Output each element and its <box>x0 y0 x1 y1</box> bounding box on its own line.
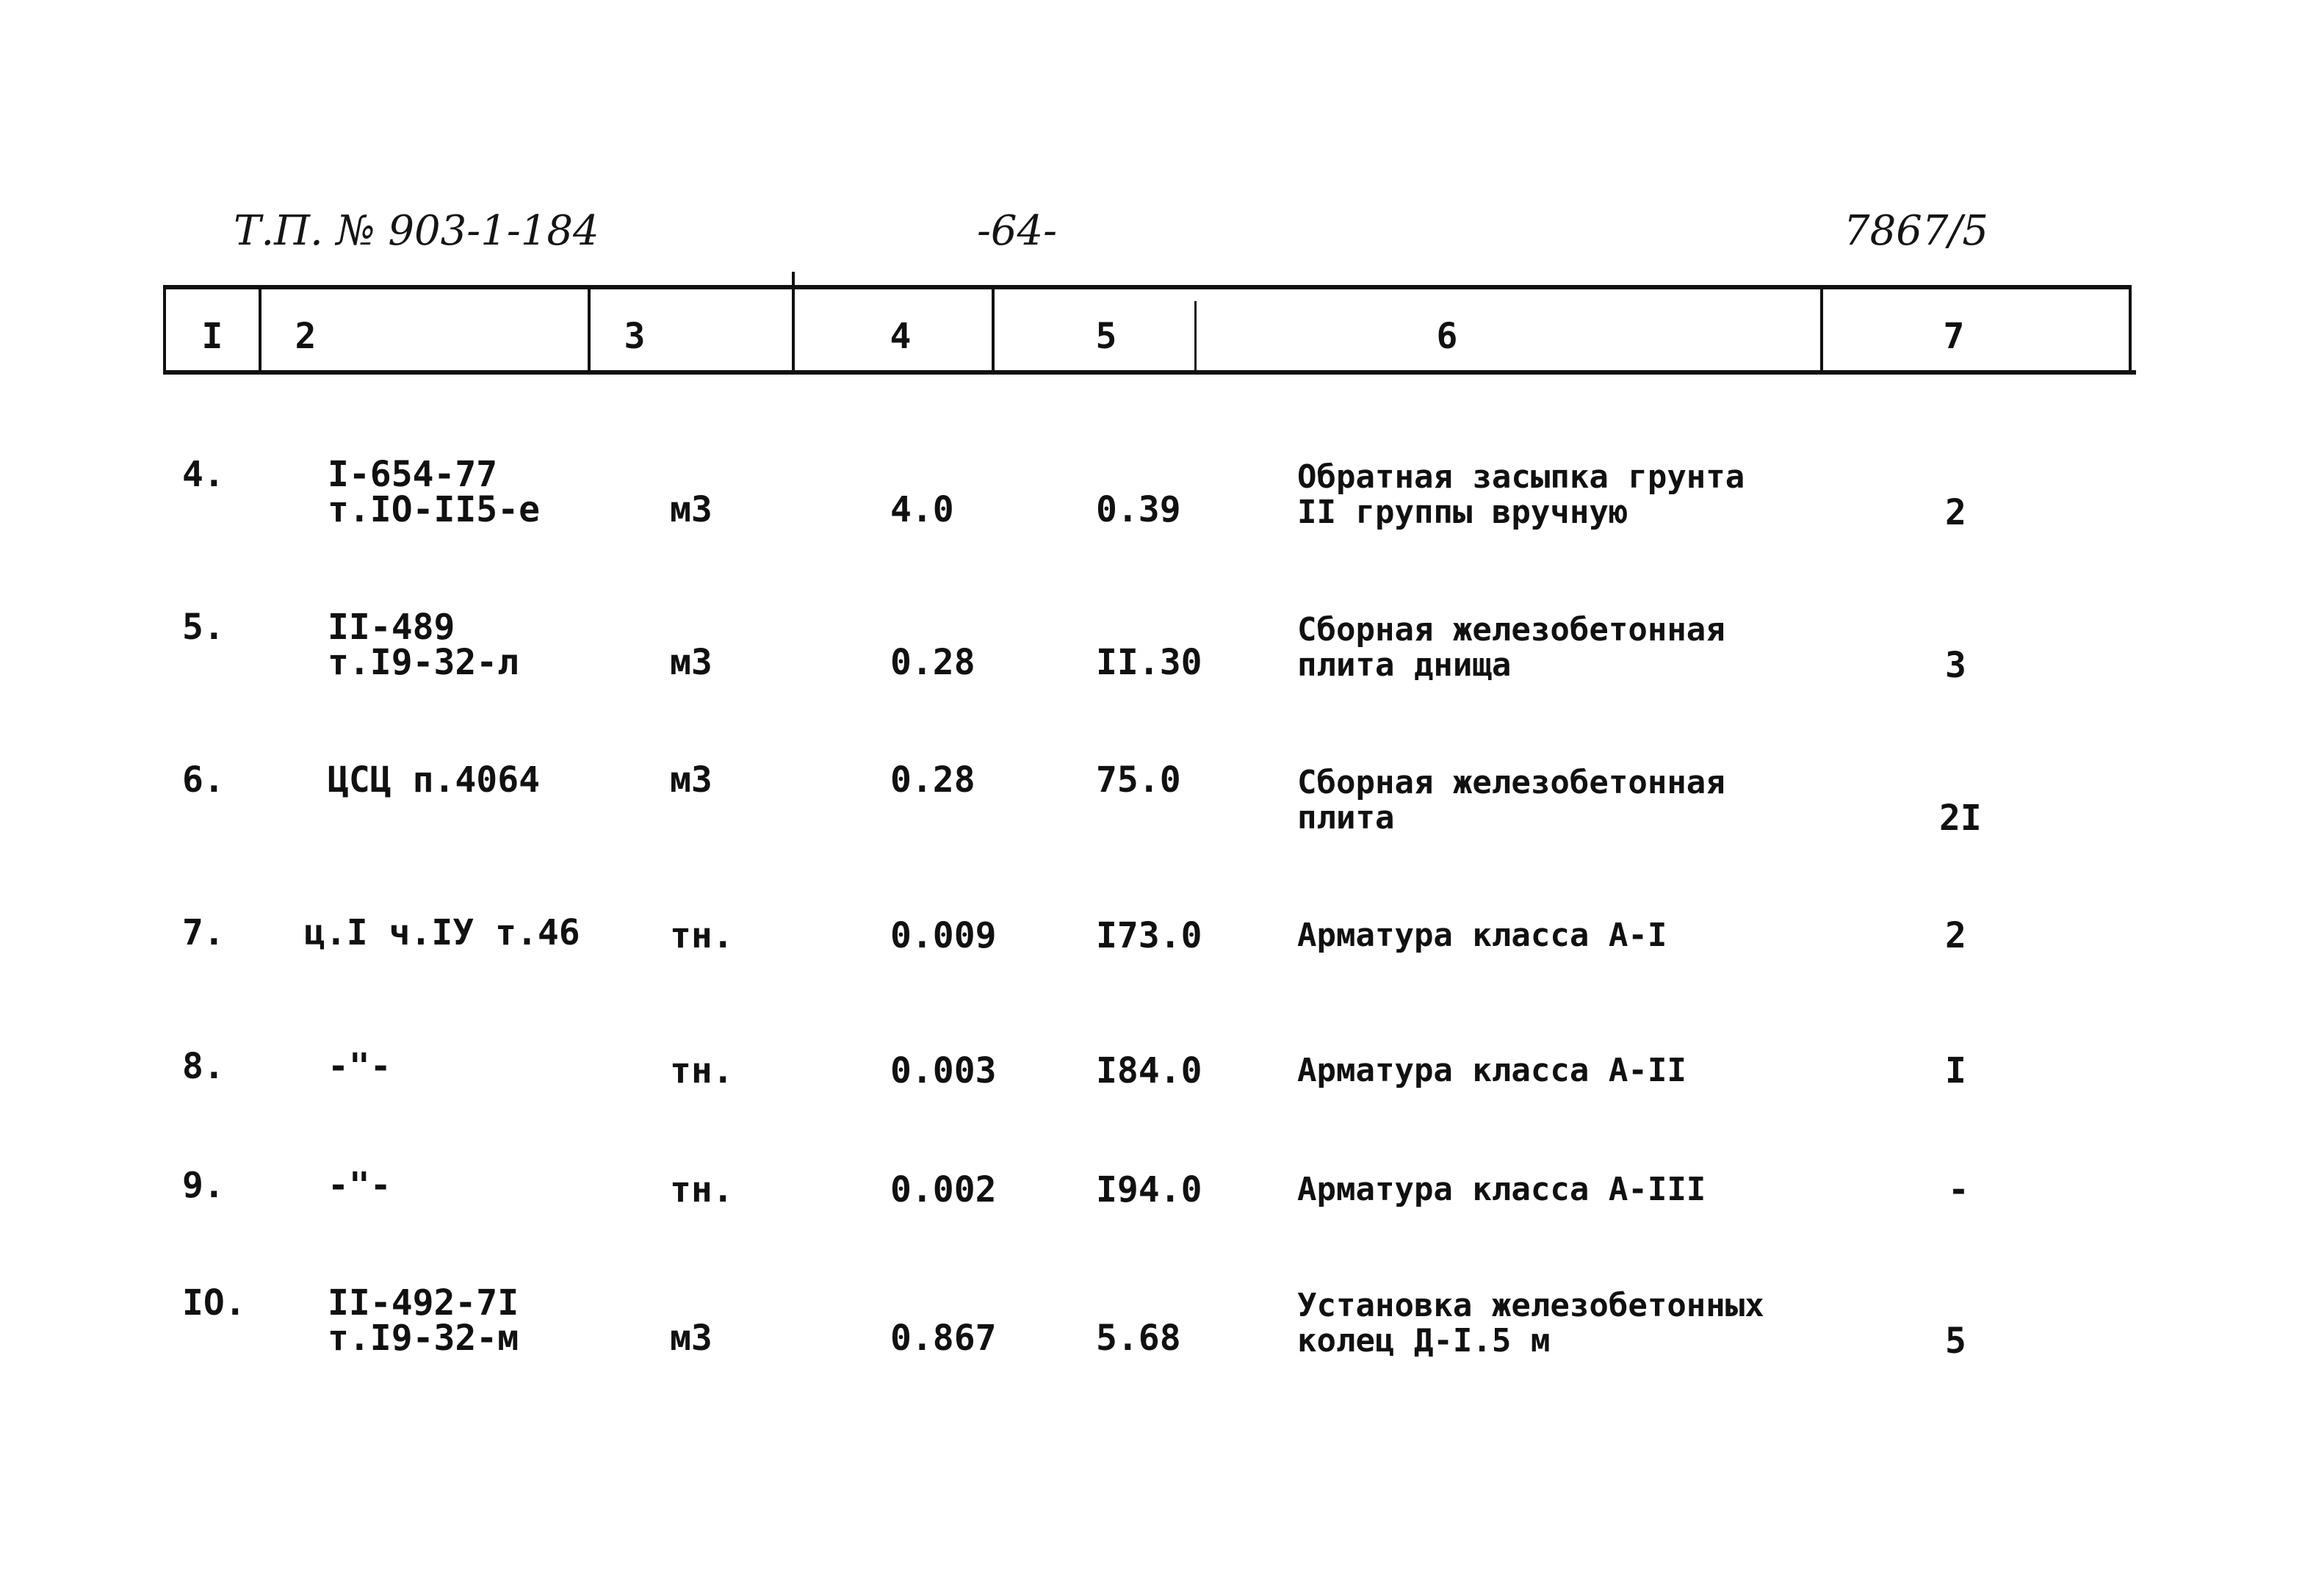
column-header-5: 5 <box>1095 316 1117 357</box>
column-header-4: 4 <box>890 316 912 357</box>
row-description: Обратная засыпка грунта <box>1297 458 1745 496</box>
row-col7-value: 5 <box>1945 1321 1966 1362</box>
row-col7-value: 2 <box>1945 492 1966 533</box>
row-price: 0.39 <box>1096 489 1181 530</box>
row-unit: м3 <box>670 759 713 801</box>
row-unit: тн. <box>670 915 734 956</box>
row-price: II.30 <box>1096 642 1202 683</box>
row-reference: ЦСЦ п.4064 <box>328 759 540 801</box>
column-header-3: 3 <box>624 316 646 357</box>
archive-code: 7867/5 <box>1844 207 1989 255</box>
row-price: I94.0 <box>1096 1169 1202 1210</box>
column-header-6: 6 <box>1436 316 1458 357</box>
column-header-2: 2 <box>295 316 317 357</box>
row-quantity: 0.28 <box>890 759 975 801</box>
row-col7-value: 3 <box>1945 645 1966 686</box>
row-description: Установка железобетонных <box>1297 1287 1764 1324</box>
row-reference-table: т.I9-32-л <box>328 642 519 683</box>
row-quantity: 0.002 <box>890 1169 997 1210</box>
row-reference: II-489 <box>328 607 455 648</box>
row-col7-value: 2I <box>1939 798 1982 839</box>
header-bottom-rule <box>163 370 2136 375</box>
row-col7-value: I <box>1945 1050 1966 1091</box>
row-reference: ц.I ч.IУ т.46 <box>304 912 580 953</box>
page-number: -64- <box>977 207 1058 255</box>
row-description: Арматура класса А-I <box>1297 917 1667 954</box>
row-number: 9. <box>182 1165 225 1206</box>
row-number: 5. <box>182 607 225 648</box>
col-divider-3 <box>792 272 795 373</box>
col-divider-7 <box>2129 285 2132 373</box>
col-divider-4 <box>992 285 995 373</box>
row-quantity: 0.867 <box>890 1318 997 1359</box>
row-quantity: 0.003 <box>890 1050 997 1091</box>
row-price: I84.0 <box>1096 1050 1202 1091</box>
row-reference-table: т.I9-32-м <box>328 1318 519 1359</box>
col-divider-5 <box>1194 301 1197 373</box>
row-number: IO. <box>182 1282 246 1324</box>
column-header-7: 7 <box>1943 316 1965 357</box>
row-quantity: 0.28 <box>890 642 975 683</box>
row-description-cont: II группы вручную <box>1297 494 1628 531</box>
col-divider-6 <box>1820 285 1823 373</box>
row-quantity: 4.0 <box>890 489 954 530</box>
row-col7-value: 2 <box>1945 915 1966 956</box>
row-description: Арматура класса А-III <box>1297 1171 1706 1208</box>
row-reference: II-492-7I <box>328 1282 519 1324</box>
row-price: I73.0 <box>1096 915 1202 956</box>
row-description-cont: плита <box>1297 799 1395 837</box>
row-col7-value: - <box>1948 1169 1969 1210</box>
document-number: Т.П. № 903-1-184 <box>234 207 599 255</box>
row-unit: тн. <box>670 1050 734 1091</box>
row-number: 8. <box>182 1046 225 1087</box>
row-unit: м3 <box>670 489 713 530</box>
row-description-cont: плита днища <box>1297 646 1512 684</box>
row-description: Сборная железобетонная <box>1297 611 1725 649</box>
row-number: 6. <box>182 759 225 801</box>
row-reference: -"- <box>328 1046 392 1087</box>
row-description: Сборная железобетонная <box>1297 764 1725 801</box>
row-unit: м3 <box>670 642 713 683</box>
row-quantity: 0.009 <box>890 915 997 956</box>
row-description-cont: колец Д-I.5 м <box>1297 1322 1551 1360</box>
row-unit: м3 <box>670 1318 713 1359</box>
row-description: Арматура класса А-II <box>1297 1052 1687 1089</box>
column-header-1: I <box>201 316 223 357</box>
row-number: 7. <box>182 912 225 953</box>
row-price: 75.0 <box>1096 759 1181 801</box>
row-reference: -"- <box>328 1165 392 1206</box>
row-price: 5.68 <box>1096 1318 1181 1359</box>
row-reference: I-654-77 <box>328 454 498 495</box>
header-top-rule <box>163 285 2132 289</box>
row-reference-table: т.IO-II5-е <box>328 489 540 530</box>
row-unit: тн. <box>670 1169 734 1210</box>
row-number: 4. <box>182 454 225 495</box>
